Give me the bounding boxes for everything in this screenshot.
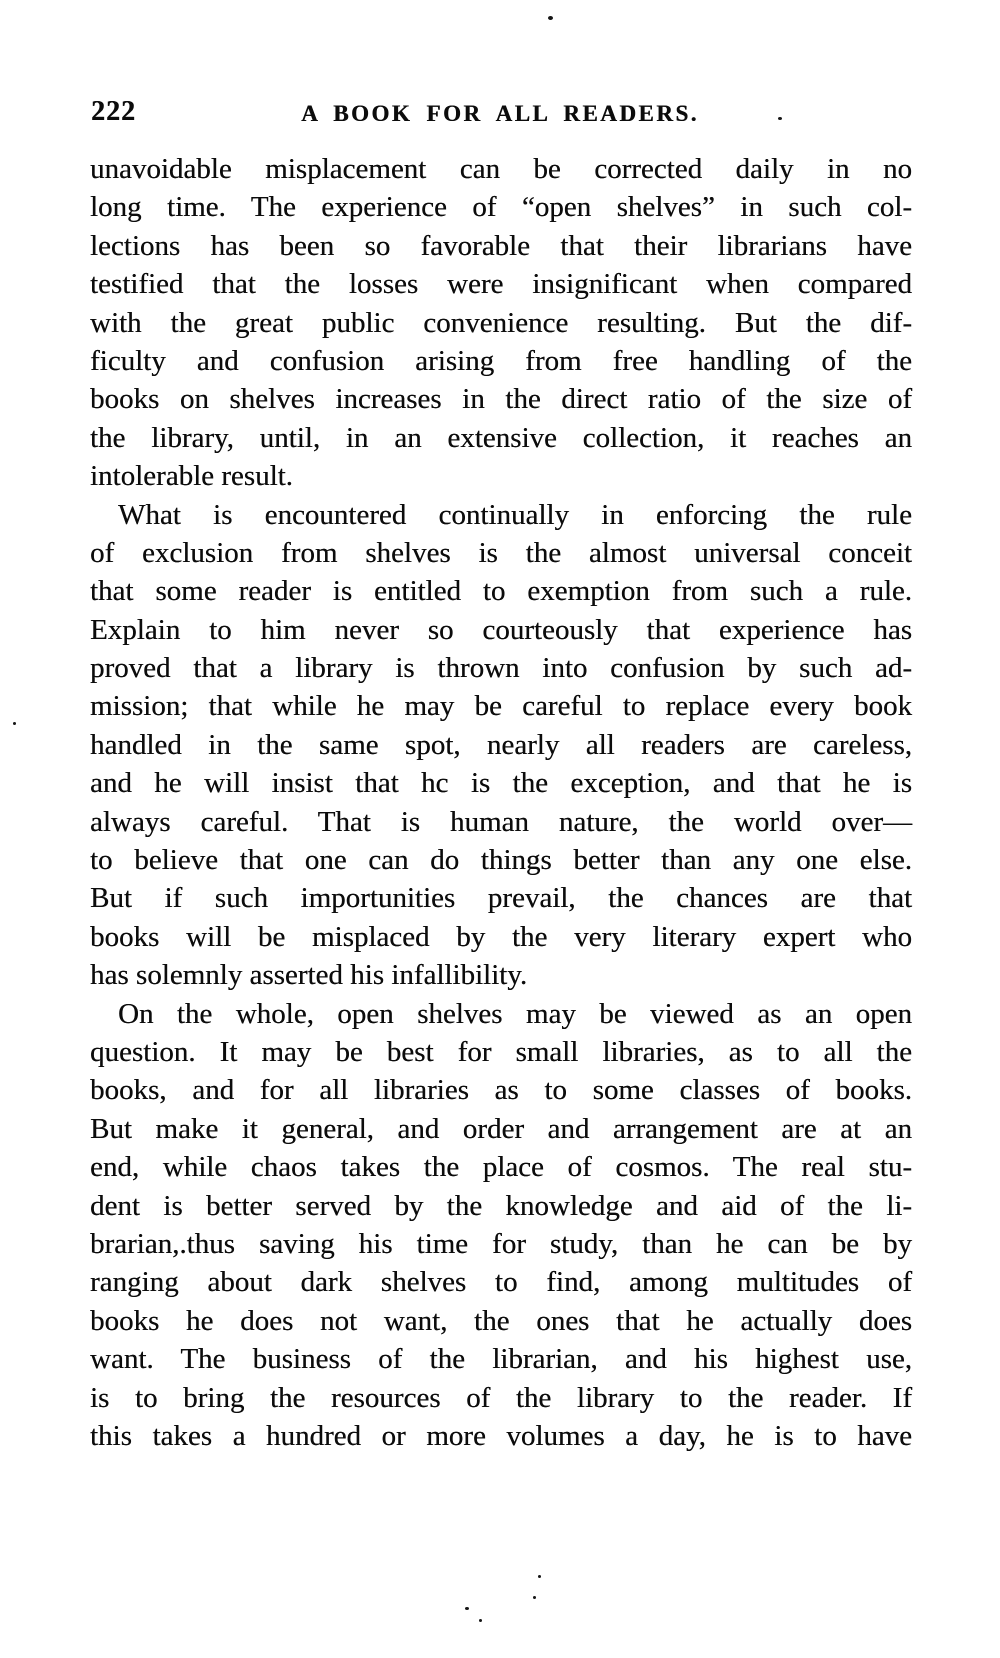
scan-speck (465, 1607, 469, 1610)
text-line: want. The business of the librarian, and his highest use, (90, 1343, 912, 1376)
text-line: long time. The experience of “open shelves” in such col- (90, 191, 912, 224)
text-line: of exclusion from shelves is the almost universal conceit (90, 536, 912, 569)
text-line: ranging about dark shelves to find, among multitudes of (90, 1266, 912, 1299)
scan-speck (13, 722, 16, 725)
text-line: Explain to him never so courteously that experience has (90, 613, 912, 646)
paragraph (90, 496, 912, 995)
text-line: end, while chaos takes the place of cosmos. The real stu- (90, 1151, 912, 1184)
text-line: lections has been so favorable that their librarians have (90, 229, 912, 262)
text-line: is to bring the resources of the library to the reader. If (90, 1381, 912, 1414)
scan-speck (533, 1596, 536, 1599)
scan-speck (538, 1575, 541, 1578)
text-line: testified that the losses were insignificant when compared (90, 268, 912, 301)
text-line: always careful. That is human nature, the world over— (90, 805, 912, 838)
scan-speck (778, 117, 782, 120)
scan-speck (479, 1619, 482, 1622)
text-line: unavoidable misplacement can be corrected daily in no (90, 153, 912, 185)
page-header (0, 96, 1000, 136)
text-line: this takes a hundred or more volumes a day, he is to have (90, 1419, 912, 1452)
text-line: books, and for all libraries as to some classes of books. (90, 1074, 912, 1107)
text-line: But make it general, and order and arrangement are at an (90, 1112, 912, 1145)
text-line: to believe that one can do things better than any one else. (90, 844, 912, 877)
text-line: What is encountered continually in enforcing the rule (118, 498, 912, 531)
text-line: books he does not want, the ones that he actually does (90, 1304, 912, 1337)
text-line: ficulty and confusion arising from free handling of the (90, 344, 912, 377)
text-line: brarian,.thus saving his time for study, than he can be by (90, 1227, 912, 1260)
text-line: that some reader is entitled to exemption from such a rule. (90, 575, 912, 608)
page-body (90, 150, 912, 1455)
running-title: A BOOK FOR ALL READERS. (301, 101, 699, 126)
text-line: question. It may be best for small libraries, as to all the (90, 1035, 912, 1068)
scan-speck (548, 16, 553, 20)
text-line: But if such importunities prevail, the chances are that (90, 882, 912, 915)
text-line: with the great public convenience resulting. But the dif- (90, 306, 912, 339)
text-line: and he will insist that hc is the exception, and that he is (90, 767, 912, 800)
text-line: mission; that while he may be careful to replace every book (90, 690, 912, 723)
text-line: handled in the same spot, nearly all readers are careless, (90, 728, 912, 761)
page-number: 222 (91, 96, 136, 127)
text-line: intolerable result. (90, 460, 293, 493)
text-line: has solemnly asserted his infallibility. (90, 959, 528, 992)
text-line: proved that a library is thrown into confusion by such ad- (90, 652, 912, 685)
paragraph (90, 995, 912, 1456)
paragraph (90, 150, 912, 496)
text-line: the library, until, in an extensive collection, it reaches an (90, 421, 912, 454)
text-line: books on shelves increases in the direct ratio of the size of (90, 383, 912, 416)
text-line: books will be misplaced by the very literary expert who (90, 920, 912, 953)
text-line: dent is better served by the knowledge and aid of the li- (90, 1189, 912, 1222)
text-line: On the whole, open shelves may be viewed as an open (118, 997, 912, 1030)
